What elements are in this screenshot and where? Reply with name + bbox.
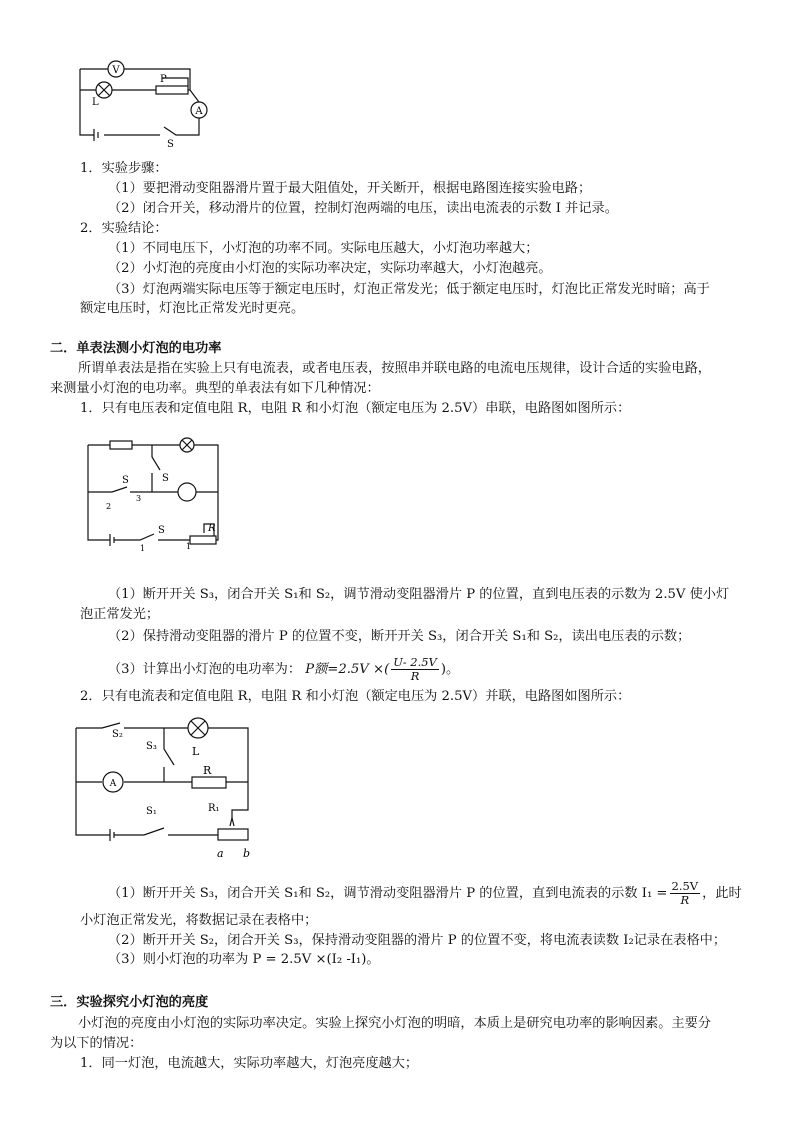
- fraction-numerator: 2.5V: [671, 879, 699, 893]
- circuit-diagram-2: [82, 437, 232, 552]
- case-1-title: 1．只有电压表和定值电阻 R，电阻 R 和小灯泡（额定电压为 2.5V）串联，电路图如图所示：: [80, 401, 631, 416]
- case-1-step-1a: （1）断开开关 S₃，闭合开关 S₁和 S₂，调节滑动变阻器滑片 P 的位置，直到电压表的示数为 2.5V 使小灯: [108, 587, 730, 602]
- switch-3-subscript: 3: [136, 494, 142, 503]
- sec2-intro-b: 来测量小灯泡的电功率。典型的单表法有如下几种情况：: [50, 381, 380, 396]
- lamp-label: L: [92, 97, 99, 108]
- case-2-step-1a-end: ，此时: [702, 886, 742, 901]
- sec3-intro-a: 小灯泡的亮度由小灯泡的实际功率决定。实验上探究小灯泡的明暗，本质上是研究电功率的影响因素。主要分: [78, 1016, 711, 1031]
- section-3-title: 三．实验探究小灯泡的亮度: [50, 995, 209, 1010]
- switch-mid-label: S: [122, 475, 129, 486]
- switch-label: S: [167, 139, 174, 150]
- conclusion-3a: （3）灯泡两端实际电压等于额定电压时，灯泡正常发光；低于额定电压时，灯泡比正常发光时暗；高于: [108, 282, 710, 297]
- ammeter-label: A: [195, 106, 203, 117]
- power-formula-lhs: P额=2.5V ×(: [305, 662, 390, 677]
- rheostat-subscript: 1: [186, 542, 192, 551]
- switch-1-subscript: 1: [140, 544, 146, 552]
- fraction-denominator: R: [680, 893, 690, 907]
- current-formula-fraction: [670, 880, 701, 907]
- sec3-case-1: 1．同一灯泡，电流越大，实际功率越大，灯泡亮度越大；: [80, 1056, 419, 1071]
- conclusion-title: 2．实验结论：: [80, 221, 168, 236]
- sec3-intro-b: 为以下的情况：: [50, 1036, 143, 1051]
- conclusion-2: （2）小灯泡的亮度由小灯泡的实际功率决定，实际功率越大，小灯泡越亮。: [108, 261, 552, 276]
- switch-s1-label: S₁: [146, 806, 157, 817]
- conclusion-3b: 额定电压时，灯泡比正常发光时更亮。: [80, 301, 305, 316]
- case-2-step-3: （3）则小灯泡的功率为 P = 2.5V ×(I₂ -I₁)。: [108, 952, 380, 967]
- case-2-title: 2．只有电流表和定值电阻 R，电阻 R 和小灯泡（额定电压为 2.5V）并联，电路图如图所示：: [80, 689, 631, 704]
- voltmeter-label: V: [112, 65, 120, 76]
- section-2-title: 二．单表法测小灯泡的电功率: [50, 341, 222, 356]
- terminal-a-label: a: [217, 847, 224, 860]
- step-1: （1）要把滑动变阻器滑片置于最大阻值处，开关断开，根据电路图连接实验电路；: [108, 181, 592, 196]
- circuit-diagram-3: [72, 715, 262, 860]
- switch-s2-label: S₂: [112, 729, 123, 740]
- terminal-b-label: b: [243, 847, 251, 860]
- case-1-step-1b: 泡正常发光；: [80, 607, 160, 622]
- circuit-diagram-1: [72, 55, 212, 150]
- lamp-label: L: [192, 745, 200, 758]
- switch-s3-label: S₃: [146, 741, 157, 752]
- rheostat-label: R: [208, 523, 216, 534]
- slider-p-label: P: [160, 74, 167, 85]
- case-2-step-1a-text: （1）断开开关 S₃，闭合开关 S₁和 S₂，调节滑动变阻器滑片 P 的位置，直到电流表的示数 I₁ =: [108, 886, 668, 901]
- step-2: （2）闭合开关，移动滑片的位置，控制灯泡两端的电压，读出电流表的示数 I 并记录。: [108, 201, 618, 216]
- switch-top-label: S: [162, 473, 169, 484]
- case-2-step-1a: [108, 880, 742, 907]
- switch-2-subscript: 2: [106, 502, 112, 511]
- ammeter-label: A: [109, 779, 117, 789]
- power-formula-fraction: [391, 656, 439, 683]
- case-2-step-1b: 小灯泡正常发光，将数据记录在表格中；: [80, 913, 318, 928]
- case-2-step-2: （2）断开开关 S₂，闭合开关 S₃，保持滑动变阻器的滑片 P 的位置不变，将电流表读数 I₂记录在表格中；: [108, 933, 727, 948]
- conclusion-1: （1）不同电压下，小灯泡的功率不同。实际电压越大，小灯泡功率越大；: [108, 241, 539, 256]
- case-1-step-3: [108, 656, 459, 683]
- rheostat-label: R₁: [208, 803, 220, 814]
- case-1-step-3-text: （3）计算出小灯泡的电功率为：: [108, 662, 302, 677]
- case-1-step-2: （2）保持滑动变阻器的滑片 P 的位置不变，断开开关 S₃，闭合开关 S₁和 S₂，读出电压表的示数；: [108, 629, 691, 644]
- steps-title: 1．实验步骤：: [80, 161, 168, 176]
- sec2-intro-a: 所谓单表法是指在实验上只有电流表，或者电压表，按照串并联电路的电流电压规律，设计合适的实验电路，: [78, 361, 711, 376]
- power-formula-end: )。: [440, 662, 460, 677]
- fraction-numerator: U- 2.5V: [393, 655, 437, 669]
- resistor-label: R: [203, 764, 212, 777]
- fraction-denominator: R: [410, 669, 420, 683]
- switch-bottom-label: S: [158, 525, 165, 536]
